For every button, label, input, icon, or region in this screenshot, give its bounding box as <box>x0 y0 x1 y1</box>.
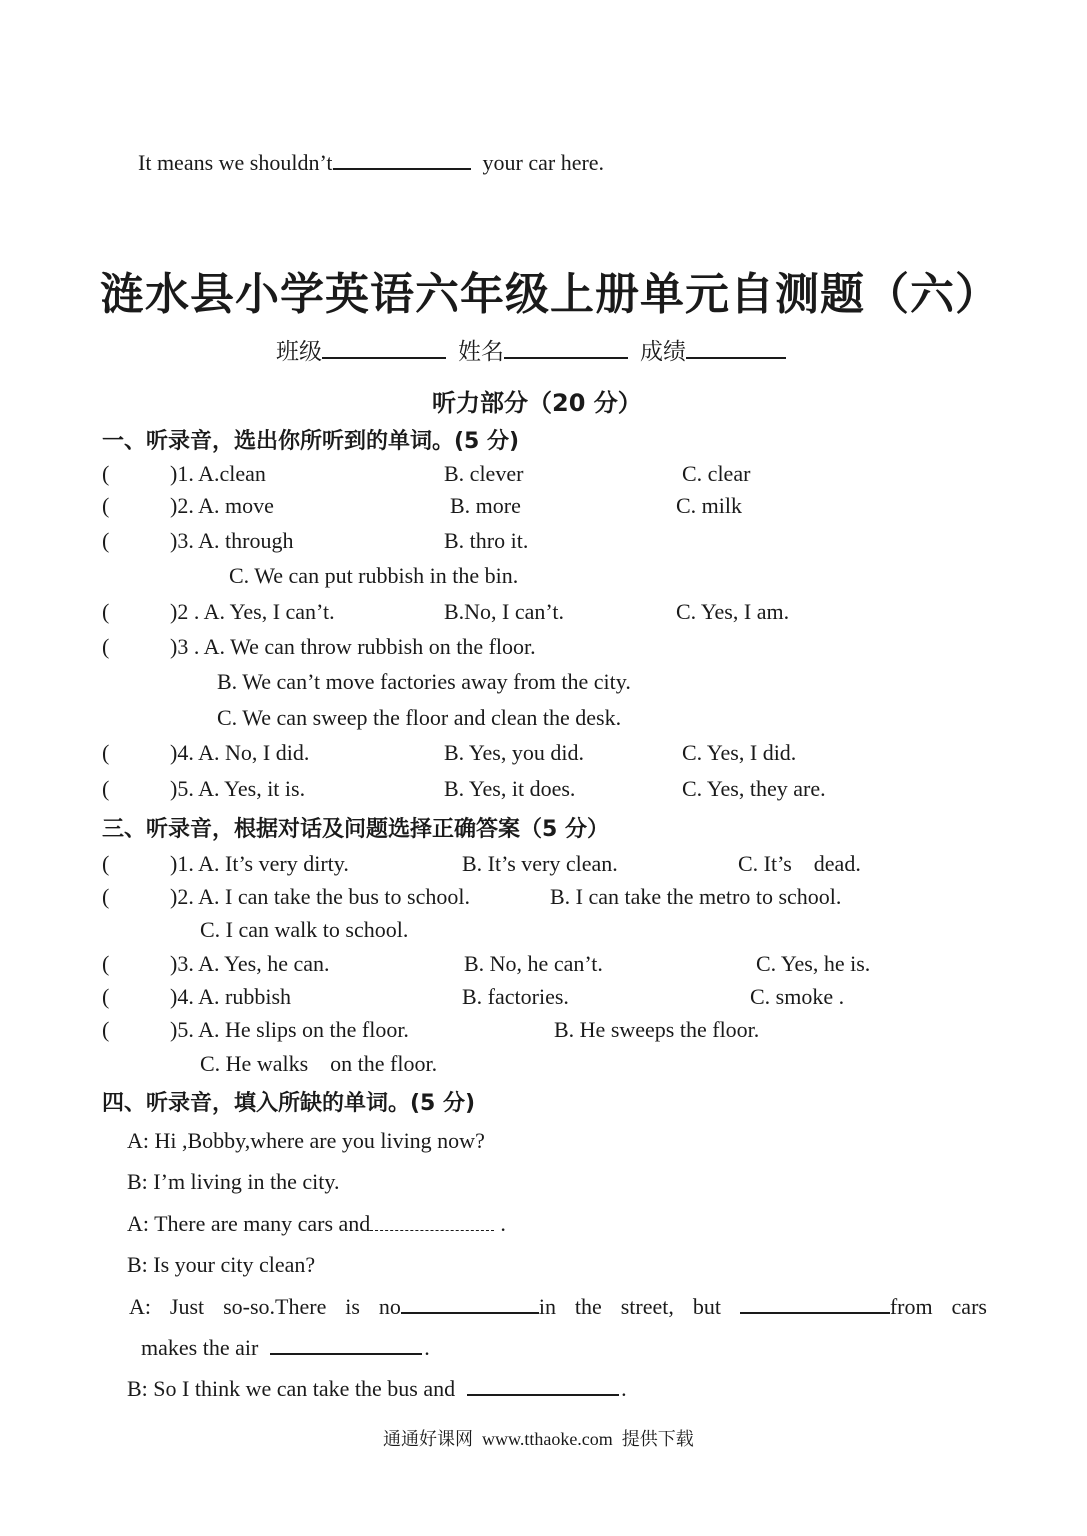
option-b: B. I can take the metro to school. <box>550 884 842 909</box>
paren: ( <box>102 984 110 1009</box>
dialogue-word: Just <box>169 1294 205 1319</box>
question-stem: )3 . A. We can throw rubbish on the floor. <box>170 634 536 659</box>
dialogue-word: no <box>378 1294 401 1319</box>
option-b: B. We can’t move factories away from the city. <box>217 669 631 694</box>
option-c: C. Yes, I did. <box>682 740 797 765</box>
dialogue-word: the <box>574 1294 602 1319</box>
score-field[interactable] <box>686 339 786 359</box>
option-c: C. Yes, he is. <box>756 951 871 976</box>
info-line <box>276 333 786 366</box>
class-label: 班级 <box>276 339 322 365</box>
dialogue-line: B: Is your city clean? <box>127 1252 316 1277</box>
question-stem: )1. A.clean <box>170 461 266 486</box>
option-b: B. clever <box>444 461 524 486</box>
paren: ( <box>102 634 110 659</box>
option-c: C. Yes, they are. <box>682 776 826 801</box>
option-b: B. He sweeps the floor. <box>554 1017 760 1042</box>
dialogue-word: in <box>538 1294 556 1319</box>
question-stem: )1. A. It’s very dirty. <box>170 851 349 876</box>
paren: ( <box>102 776 110 801</box>
question-stem: )5. A. He slips on the floor. <box>170 1017 409 1042</box>
question-stem: )2 . A. Yes, I can’t. <box>170 599 335 624</box>
option-b: B. Yes, it does. <box>444 776 576 801</box>
top-sentence-after: your car here. <box>482 150 605 175</box>
option-b: B. Yes, you did. <box>444 740 584 765</box>
paren: ( <box>102 528 110 553</box>
answer-blank[interactable] <box>401 1294 539 1314</box>
question-stem: )2. A. I can take the bus to school. <box>170 884 470 909</box>
question-stem: )4. A. rubbish <box>170 984 291 1009</box>
option-c: C. He walks on the floor. <box>200 1051 438 1076</box>
listening-header: 听力部分（20 分） <box>432 389 642 417</box>
section1-title: 一、听录音，选出你所听到的单词。(5 分) <box>102 429 520 454</box>
dialogue-word: from <box>889 1294 933 1319</box>
name-label: 姓名 <box>458 339 504 365</box>
top-sentence <box>138 150 604 176</box>
paren: ( <box>102 951 110 976</box>
dialogue-line <box>141 1335 430 1361</box>
option-b: B. No, he can’t. <box>464 951 603 976</box>
question-stem: )3. A. Yes, he can. <box>170 951 330 976</box>
paren: ( <box>102 461 110 486</box>
option-b: B. factories. <box>462 984 569 1009</box>
option-b: B. thro it. <box>444 528 529 553</box>
section4-title: 四、听录音，填入所缺的单词。(5 分) <box>102 1091 476 1116</box>
dialogue-word: street, <box>620 1294 674 1319</box>
paren: ( <box>102 493 110 518</box>
page-footer: 通通好课网 www.tthaoke.com 提供下载 <box>383 1429 694 1449</box>
option-c: C. I can walk to school. <box>200 917 409 942</box>
top-sentence-before: It means we shouldn’t <box>138 150 333 175</box>
question-stem: )2. A. move <box>170 493 274 518</box>
name-field[interactable] <box>504 339 628 359</box>
question-stem: )4. A. No, I did. <box>170 740 310 765</box>
dialogue-line-justified <box>129 1294 987 1320</box>
option-c: C. We can sweep the floor and clean the desk. <box>217 705 622 730</box>
answer-blank[interactable] <box>270 1335 422 1355</box>
option-c: C. It’s dead. <box>738 851 861 876</box>
option-b: B.No, I can’t. <box>444 599 564 624</box>
answer-blank[interactable] <box>333 150 471 170</box>
dialogue-text: A: There are many cars and <box>127 1211 371 1236</box>
option-b: B. It’s very clean. <box>462 851 618 876</box>
blank-group <box>379 1294 556 1320</box>
dialogue-text: makes the air <box>141 1335 259 1360</box>
dialogue-word: so-so.There <box>223 1294 327 1319</box>
paren: ( <box>102 599 110 624</box>
question-stem: )3. A. through <box>170 528 294 553</box>
option-c: C. smoke . <box>750 984 845 1009</box>
paren: ( <box>102 851 110 876</box>
dialogue-line: B: I’m living in the city. <box>127 1169 340 1194</box>
paren: ( <box>102 884 110 909</box>
page-title: 涟水县小学英语六年级上册单元自测题（六） <box>100 269 1000 320</box>
option-c: C. Yes, I am. <box>676 599 790 624</box>
dialogue-word: A: <box>129 1294 151 1319</box>
dialogue-word: cars <box>951 1294 987 1319</box>
class-field[interactable] <box>322 339 446 359</box>
option-c: C. We can put rubbish in the bin. <box>229 563 519 588</box>
paren: ( <box>102 740 110 765</box>
section3-title: 三、听录音，根据对话及问题选择正确答案（5 分） <box>102 817 609 842</box>
answer-blank[interactable] <box>370 1212 494 1231</box>
dialogue-line <box>127 1211 506 1237</box>
dialogue-line <box>127 1376 627 1402</box>
dialogue-text: . <box>621 1376 627 1401</box>
paren: ( <box>102 1017 110 1042</box>
question-stem: )5. A. Yes, it is. <box>170 776 306 801</box>
dialogue-word: but <box>692 1294 721 1319</box>
option-b: B. more <box>450 493 521 518</box>
dialogue-line: A: Hi ,Bobby,where are you living now? <box>127 1128 485 1153</box>
answer-blank[interactable] <box>467 1376 619 1396</box>
blank-group <box>740 1294 933 1320</box>
score-label: 成绩 <box>640 339 686 365</box>
option-c: C. milk <box>676 493 743 518</box>
option-c: C. clear <box>682 461 751 486</box>
dialogue-text: . <box>424 1335 430 1360</box>
answer-blank[interactable] <box>740 1294 890 1314</box>
dialogue-text: B: So I think we can take the bus and <box>127 1376 456 1401</box>
dialogue-word: is <box>345 1294 360 1319</box>
dialogue-text: . <box>500 1211 506 1236</box>
